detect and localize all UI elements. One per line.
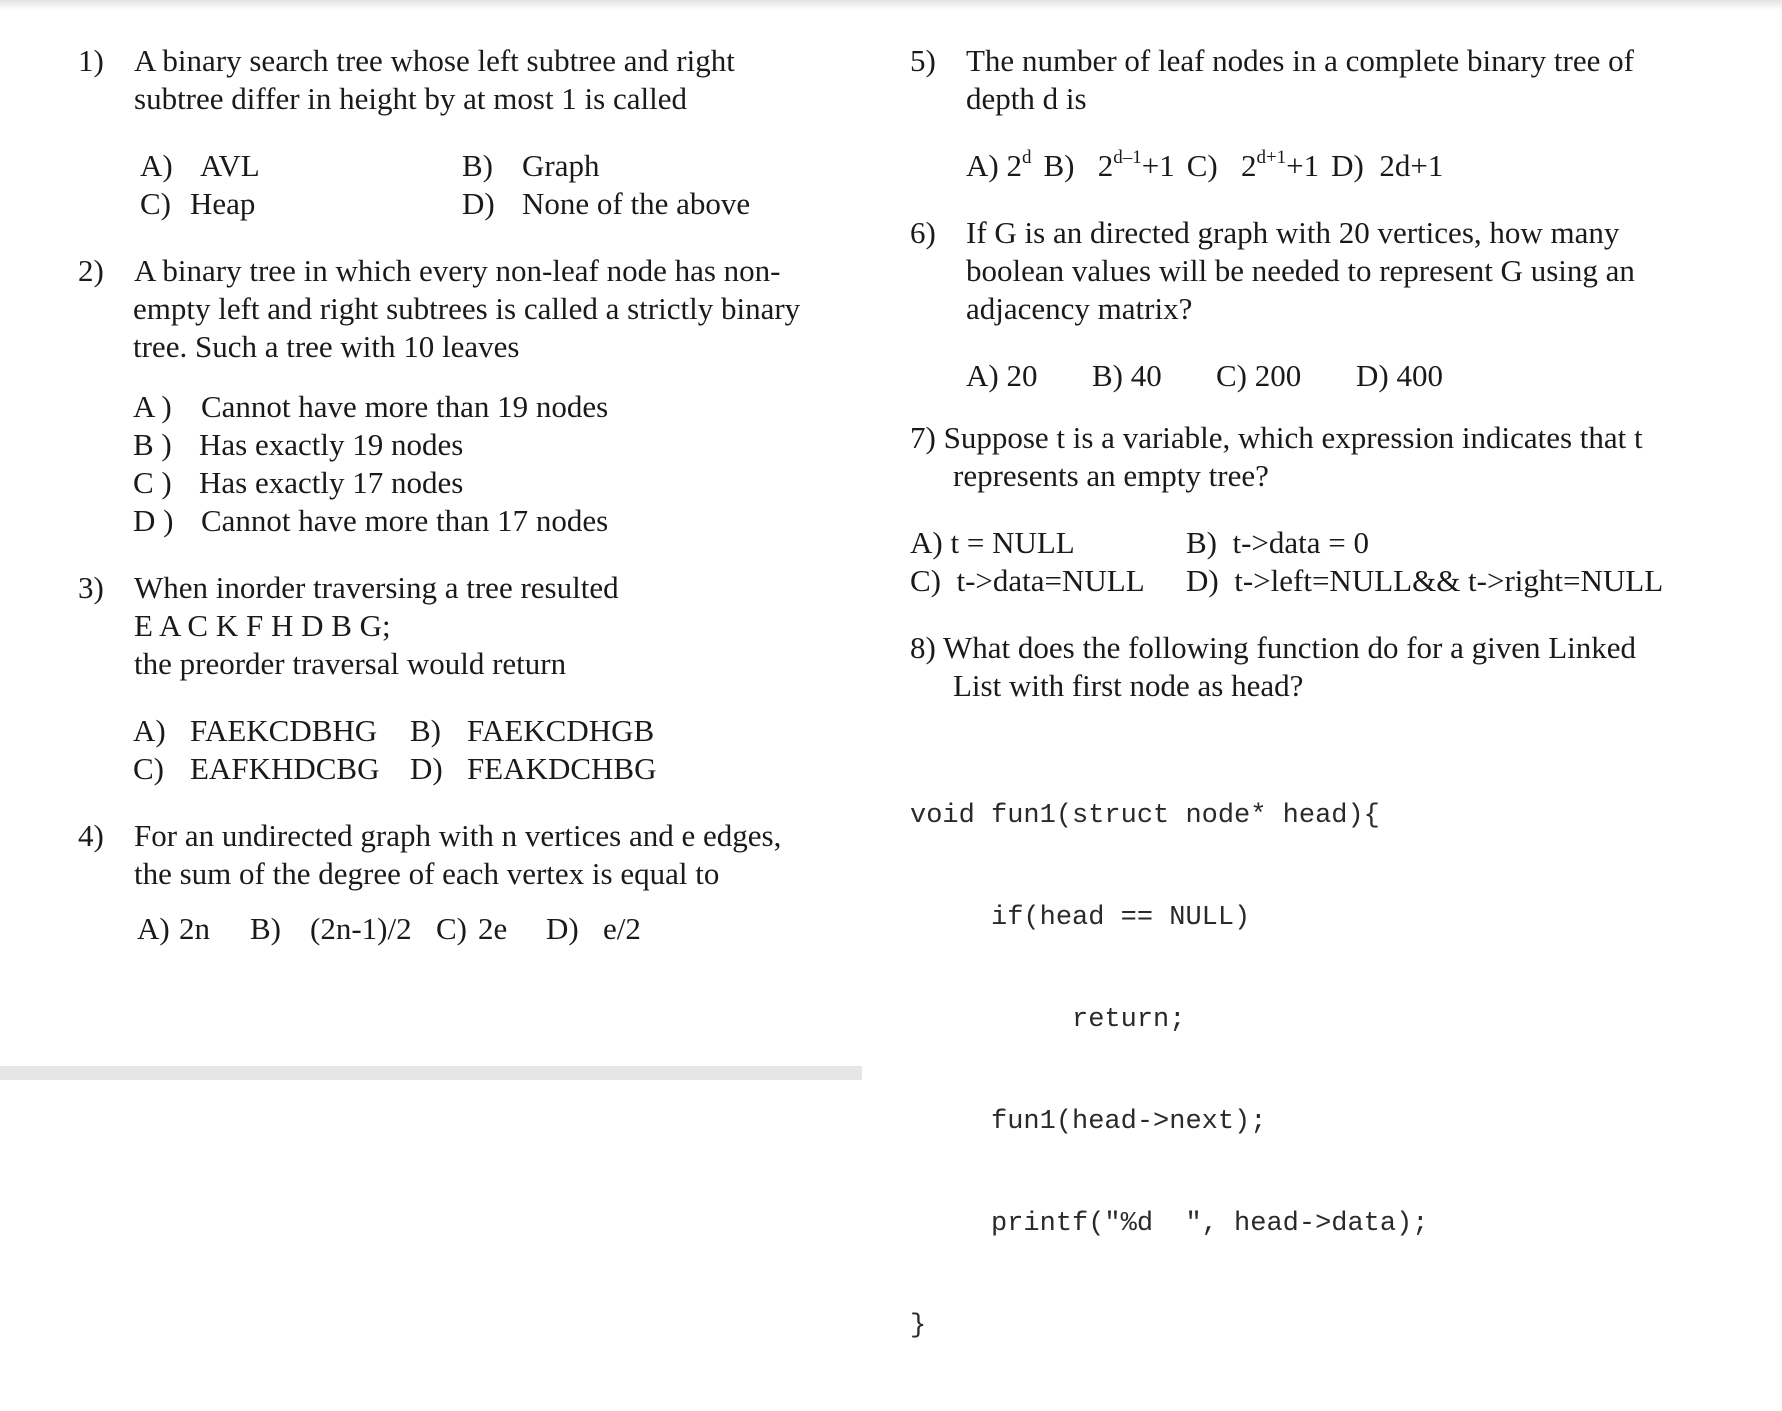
code-line: return;: [910, 1005, 1186, 1035]
question-number: 4): [78, 818, 104, 853]
option-d-label[interactable]: D): [410, 751, 443, 786]
code-line: if(head == NULL): [910, 903, 1251, 933]
answer-options: [140, 147, 868, 223]
option-c[interactable]: C ) Has exactly 17 nodes: [133, 465, 464, 500]
question-8: [910, 629, 1710, 1411]
option-c-label[interactable]: C): [133, 751, 164, 786]
code-line: void fun1(struct node* head){: [910, 801, 1380, 831]
code-line: }: [910, 1311, 927, 1341]
option-d[interactable]: D) 400: [1356, 358, 1443, 393]
question-number: 6): [910, 215, 936, 250]
left-column: [78, 42, 868, 948]
question-number: 5): [910, 43, 936, 78]
answer-options: [133, 712, 868, 788]
option-b[interactable]: B ) Has exactly 19 nodes: [133, 427, 464, 462]
option-a-label[interactable]: A): [137, 911, 170, 946]
option-d[interactable]: D) None of the above: [462, 186, 751, 221]
code-line: fun1(head->next);: [910, 1107, 1267, 1137]
question-text: For an undirected graph with n vertices and e edges, the sum of the degree of each vertex is equal to: [134, 818, 782, 891]
question-text: The number of leaf nodes in a complete binary tree of depth d is: [966, 43, 1634, 116]
code-line: printf("%d ", head->data);: [910, 1209, 1429, 1239]
question-number: 3): [78, 570, 104, 605]
option-b[interactable]: B) t->data = 0: [1186, 525, 1370, 560]
code-block: [910, 731, 1710, 1411]
question-text: 7) Suppose t is a variable, which expression indicates that t represents an empty tree?: [910, 420, 1643, 493]
question-5: [910, 42, 1710, 185]
option-a[interactable]: A ) Cannot have more than 19 nodes: [133, 389, 609, 424]
option-d[interactable]: D) t->left=NULL&& t->right=NULL: [1186, 563, 1664, 598]
question-number: 2): [78, 253, 104, 288]
option-c-label[interactable]: C): [436, 911, 467, 946]
question-6: [910, 214, 1710, 395]
question-text: A binary search tree whose left subtree and right subtree differ in height by at most 1 is called: [134, 43, 735, 116]
option-b[interactable]: B) $2^{d-1}+1$: [1043, 146, 1175, 183]
option-a[interactable]: A) 2$^d$: [966, 146, 1032, 183]
option-d[interactable]: FEAKDCHBG: [467, 751, 657, 786]
question-number: 8): [910, 630, 936, 665]
answer-options: [910, 524, 1710, 600]
page-top-edge: [0, 0, 1782, 10]
option-a-label[interactable]: A): [133, 713, 166, 748]
option-b[interactable]: B) Graph: [462, 148, 600, 183]
option-c[interactable]: C) $2^{d+1}+1$: [1186, 146, 1320, 183]
question-number: 7): [910, 420, 936, 455]
answer-options: [966, 357, 1710, 395]
option-c[interactable]: 2e: [478, 911, 508, 946]
option-c[interactable]: C) t->data=NULL: [910, 563, 1145, 598]
option-b[interactable]: B) 40: [1092, 358, 1162, 393]
question-4: [78, 817, 868, 948]
question-7: [910, 419, 1710, 600]
option-a[interactable]: A) AVL: [140, 148, 260, 183]
question-2: 2) A binary tree in which every non-leaf node has non- empty left and right subtrees is called a strictly binary tree. Such a tree with 10 leaves A ) Cannot have more than 19 nodes B ) Has exactly 19 nodes C ) Has exactly 17 nodes D ) Cannot have more than 17 nodes: [78, 252, 868, 540]
option-a[interactable]: A) 20: [966, 358, 1038, 393]
option-d[interactable]: e/2: [603, 911, 641, 946]
option-a[interactable]: FAEKCDBHG: [190, 713, 378, 748]
option-d[interactable]: D) 2d+1: [1331, 148, 1444, 183]
option-b-label[interactable]: B): [250, 911, 281, 946]
question-text: When inorder traversing a tree resulted E A C K F H D B G; the preorder traversal would return: [134, 570, 619, 681]
question-1: [78, 42, 868, 223]
option-a[interactable]: A) t = NULL: [910, 525, 1075, 560]
option-c[interactable]: C) Heap: [140, 186, 256, 221]
option-a[interactable]: 2n: [179, 911, 210, 946]
question-text: A binary tree in which every non-leaf node has non-: [134, 253, 781, 288]
right-column: [910, 42, 1710, 1411]
option-d[interactable]: D ) Cannot have more than 17 nodes: [133, 503, 609, 538]
question-text: 8) What does the following function do for a given Linked List with first node as head?: [910, 630, 1637, 703]
question-text: If G is an directed graph with 20 vertices, how many boolean values will be needed to represent G using an adjacency matrix?: [966, 215, 1635, 326]
option-b-label[interactable]: B): [410, 713, 441, 748]
question-3: [78, 569, 868, 788]
option-c[interactable]: C) 200: [1216, 358, 1302, 393]
option-b[interactable]: (2n-1)/2: [310, 911, 412, 946]
answer-options: [966, 147, 1710, 185]
answer-options: [137, 910, 868, 948]
page-bottom-edge: [0, 1066, 862, 1080]
option-b[interactable]: FAEKCDHGB: [467, 713, 655, 748]
answer-options: [133, 388, 868, 540]
option-c[interactable]: EAFKHDCBG: [190, 751, 380, 786]
option-d-label[interactable]: D): [546, 911, 579, 946]
question-number: 1): [78, 43, 104, 78]
